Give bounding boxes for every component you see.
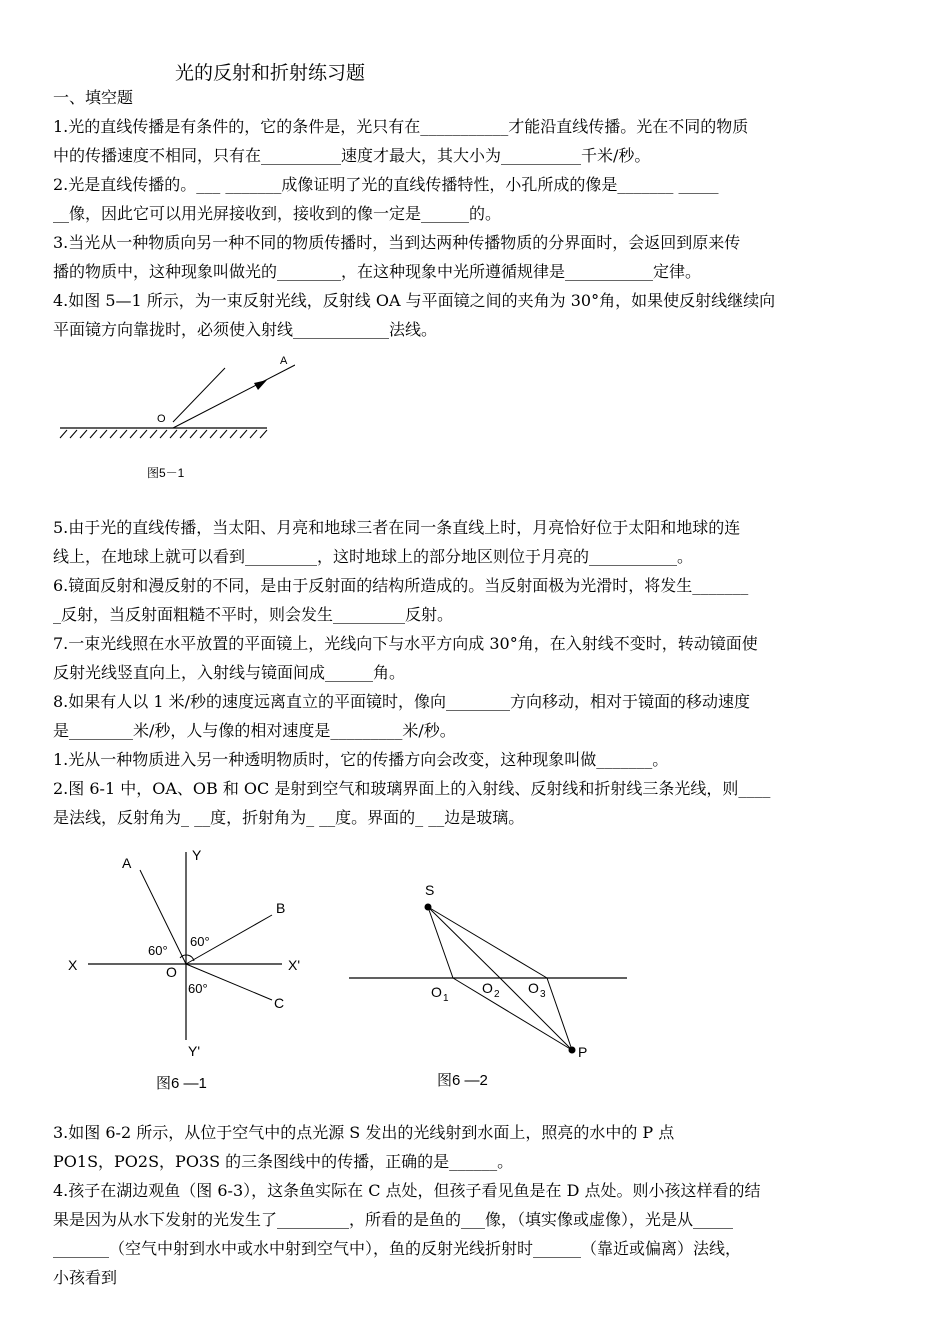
label-o2: O — [482, 980, 493, 996]
question-line: 是法线，反射角为_ __度，折射角为_ __度。界面的_ __边是玻璃。 — [53, 808, 525, 827]
light-source-dot — [425, 904, 432, 911]
question-line: 3.如图 6-2 所示，从位于空气中的点光源 S 发出的光线射到水面上，照亮的水中的 P 点 — [53, 1123, 675, 1142]
question-line: 果是因为从水下发射的光发生了_________，所看的是鱼的___像，（填实像或虚像），光是从_____ — [53, 1210, 734, 1229]
question-line: 2.图 6-1 中，OA、OB 和 OC 是射到空气和玻璃界面上的入射线、反射线和折射线三条光线，则____ — [53, 779, 771, 798]
label-y: Y — [192, 847, 202, 863]
question-line: 1.光从一种物质进入另一种透明物质时，它的传播方向会改变，这种现象叫做_______。 — [53, 750, 669, 769]
question-line: 6.镜面反射和漫反射的不同，是由于反射面的结构所造成的。当反射面极为光滑时，将发生_______ — [53, 576, 749, 595]
question-line: 反射光线竖直向上，入射线与镜面间成______角。 — [53, 663, 406, 682]
page-title: 光的反射和折射练习题 — [175, 62, 366, 84]
question-line: 7.一束光线照在水平放置的平面镜上，光线向下与水平方向成 30°角，在入射线不变时，转动镜面使 — [53, 634, 758, 653]
question-line: 小孩看到 — [53, 1268, 118, 1287]
question-line: PO1S，PO2S，PO3S 的三条图线中的传播，正确的是______。 — [53, 1152, 514, 1171]
subscript: 2 — [494, 989, 500, 1000]
figure-caption: 图6 —1 — [156, 1075, 207, 1092]
label-c: C — [274, 995, 285, 1011]
question-line: 4.如图 5—1 所示，为一束反射光线，反射线 OA 与平面镜之间的夹角为 30°角，如果使反射线继续向 — [53, 291, 776, 310]
label-o: O — [157, 413, 166, 425]
label-o1: O — [431, 984, 442, 1000]
figure-caption: 图5－1 — [147, 466, 185, 480]
question-line: 是________米/秒，人与像的相对速度是_________米/秒。 — [53, 721, 456, 740]
point-p-dot — [569, 1047, 576, 1054]
label-x: X — [68, 957, 78, 973]
figure-5-1 — [55, 350, 295, 485]
question-line: 2.光是直线传播的。___ _______成像证明了光的直线传播特性，小孔所成的像是_______ _____ — [53, 175, 719, 194]
figure-caption: 图6 —2 — [437, 1072, 488, 1089]
angle-label: 60° — [190, 934, 210, 949]
label-b: B — [276, 900, 286, 916]
arrow-icon — [254, 380, 267, 390]
label-y-prime: Y' — [188, 1043, 201, 1059]
section-heading: 一、填空题 — [53, 88, 134, 107]
label-a: A — [280, 355, 288, 367]
question-line: _______（空气中射到水中或水中射到空气中），鱼的反射光线折射时______（靠近或偏离）法线， — [53, 1239, 742, 1258]
question-line: 播的物质中，这种现象叫做光的________，在这种现象中光所遵循规律是___________定律。 — [53, 262, 702, 281]
subscript: 1 — [443, 993, 449, 1004]
label-p: P — [578, 1044, 588, 1060]
angle-label: 60° — [188, 981, 208, 996]
question-line: 8.如果有人以 1 米/秒的速度远离直立的平面镜时，像向________方向移动，相对于镜面的移动速度 — [53, 692, 751, 711]
subscript: 3 — [540, 989, 546, 1000]
figure-6-1 — [60, 840, 320, 1100]
question-line: __像，因此它可以用光屏接收到，接收到的像一定是______的。 — [53, 204, 502, 223]
figure-6-2 — [345, 875, 630, 1095]
question-line: 3.当光从一种物质向另一种不同的物质传播时，当到达两种传播物质的分界面时，会返回到原来传 — [53, 233, 741, 252]
question-line: 线上，在地球上就可以看到_________，这时地球上的部分地区则位于月亮的___________。 — [53, 547, 694, 566]
label-o: O — [166, 964, 177, 980]
question-line: 平面镜方向靠拢时，必须使入射线____________法线。 — [53, 320, 438, 339]
label-o3: O — [528, 980, 539, 996]
reflected-ray — [173, 365, 295, 428]
question-line: 中的传播速度不相同，只有在__________速度才最大，其大小为__________千米/秒。 — [53, 146, 651, 165]
question-line: _反射，当反射面粗糙不平时，则会发生_________反射。 — [53, 605, 454, 624]
angle-label: 60° — [148, 943, 168, 958]
label-a: A — [122, 855, 132, 871]
question-line: 5.由于光的直线传播，当太阳、月亮和地球三者在同一条直线上时，月亮恰好位于太阳和地球的连 — [53, 518, 741, 537]
question-line: 1.光的直线传播是有条件的，它的条件是，光只有在___________才能沿直线传播。光在不同的物质 — [53, 117, 749, 136]
question-line: 4.孩子在湖边观鱼（图 6-3），这条鱼实际在 C 点处，但孩子看见鱼是在 D 点处。则小孩这样看的结 — [53, 1181, 761, 1200]
label-x-prime: X' — [288, 957, 301, 973]
label-s: S — [425, 882, 435, 898]
